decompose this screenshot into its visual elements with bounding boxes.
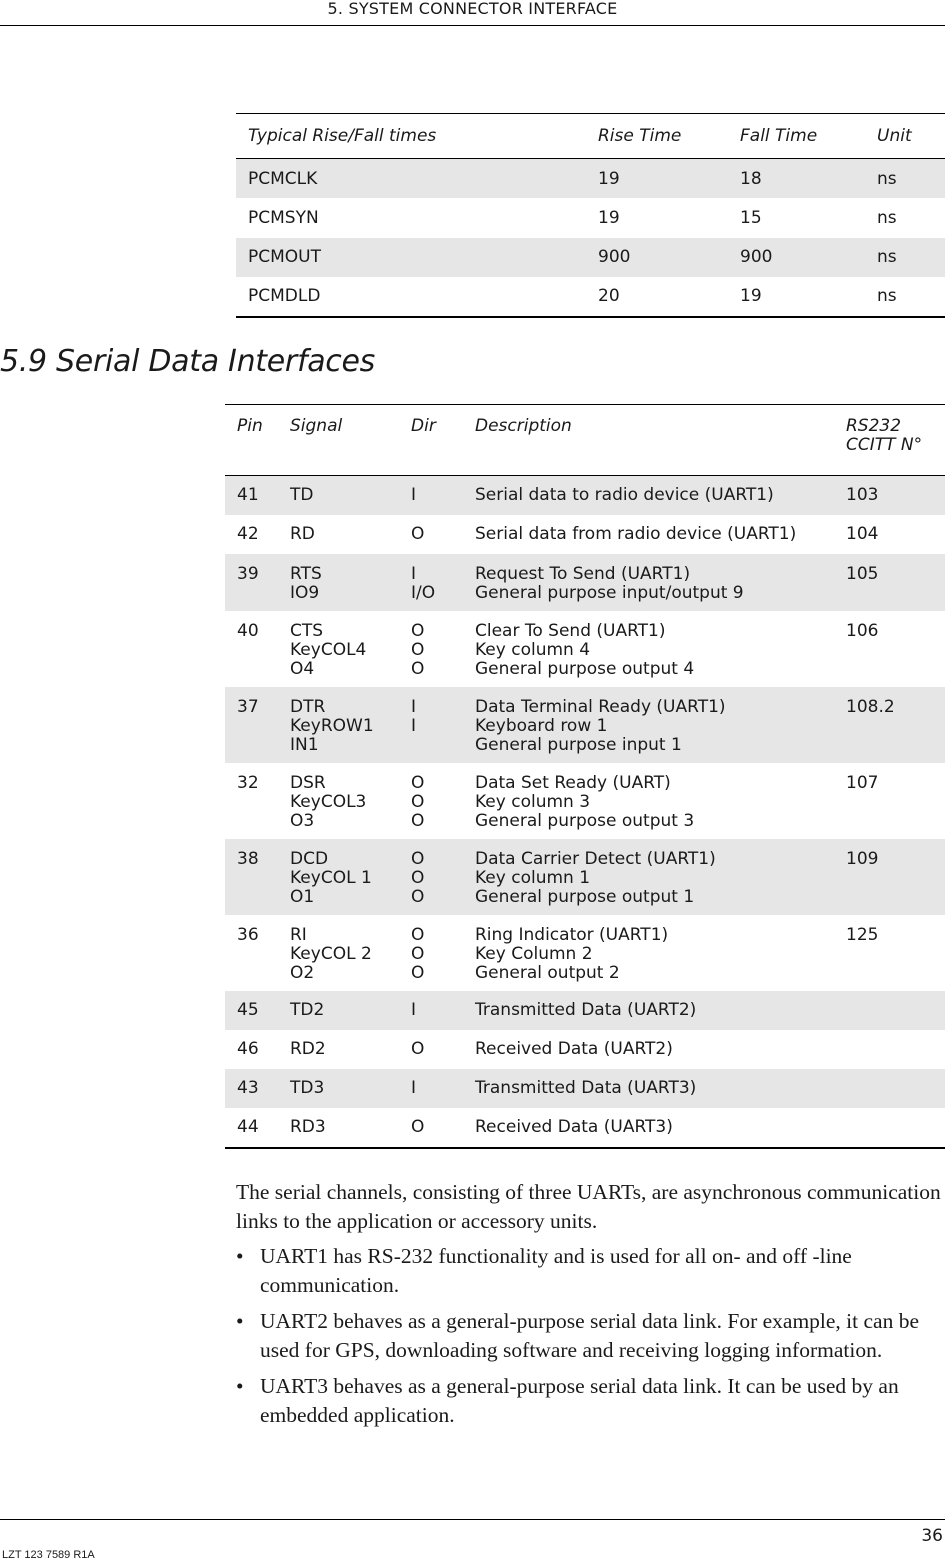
dir-cell [411,1030,475,1069]
description-cell-line: Key column 1 [475,868,591,888]
description-cell [475,991,846,1030]
dir-cell [411,515,475,554]
description-cell [475,611,846,687]
rs232-cell [846,991,945,1030]
column-header: Rise Time [598,114,740,159]
table-row [225,763,945,839]
signal-cell: PCMSYN [248,207,319,228]
signal-cell-line: RD2 [290,1039,326,1059]
dir-cell [411,1108,475,1148]
description-cell-line: Request To Send (UART1) [475,564,691,584]
description-cell [475,515,846,554]
dir-cell-line: I [411,564,417,584]
signal-cell-line: IN1 [290,735,319,755]
description-cell-line: Received Data (UART3) [475,1117,673,1137]
table-row [225,915,945,991]
signal-cell [290,991,411,1030]
column-header-dir: Dir [411,405,475,476]
page-number: 36 [921,1526,943,1546]
column-header: Fall Time [740,114,877,159]
unit-cell: ns [877,247,897,268]
pin-cell: 44 [237,1117,259,1137]
list-item [236,1372,941,1430]
dir-cell-line: O [411,925,425,945]
list-item [236,1307,941,1365]
dir-cell [411,991,475,1030]
dir-cell-line: O [411,887,425,907]
column-header-signal: Signal [290,405,411,476]
description-cell-line: Transmitted Data (UART3) [475,1078,697,1098]
signal-cell: PCMCLK [248,168,318,189]
dir-cell [411,687,475,763]
signal-cell [290,763,411,839]
footer-divider [0,1519,945,1520]
rs232-cell [846,1108,945,1148]
table-header-row [225,405,945,476]
signal-cell-line: O3 [290,811,315,831]
table-row [225,1108,945,1148]
pin-cell: 43 [237,1078,259,1098]
signal-cell-line: TD3 [290,1078,325,1098]
table-row [236,238,945,278]
column-header-description: Description [475,405,846,476]
signal-cell-line: O1 [290,887,315,907]
table-row [225,1030,945,1069]
description-cell-line: Serial data to radio device (UART1) [475,485,774,505]
rs232-cell [846,1069,945,1108]
signal-cell-line: KeyCOL3 [290,792,367,812]
bullet-text: UART3 behaves as a general-purpose serial data link. It can be used by an embedded application. [260,1374,899,1427]
unit-cell: ns [877,168,897,189]
signal-cell [290,554,411,611]
signal-cell-line: RD [290,524,315,544]
description-cell-line: General purpose output 3 [475,811,695,831]
pin-cell: 39 [237,564,259,584]
description-cell-line: General output 2 [475,963,620,983]
signal-cell: PCMOUT [248,247,321,268]
rs232-cell: 109 [846,849,879,869]
signal-cell-line: DCD [290,849,329,869]
rs232-cell: 107 [846,773,879,793]
dir-cell [411,476,475,516]
signal-cell-line: O2 [290,963,315,983]
dir-cell-line: O [411,621,425,641]
description-cell-line: Received Data (UART2) [475,1039,673,1059]
table-row [225,687,945,763]
pin-cell: 32 [237,773,259,793]
pin-cell: 41 [237,485,259,505]
signal-cell-line: TD2 [290,1000,325,1020]
description-cell-line: Serial data from radio device (UART1) [475,524,797,544]
description-cell-line: Clear To Send (UART1) [475,621,666,641]
pin-cell: 38 [237,849,259,869]
bullet-text: UART2 behaves as a general-purpose serial data link. For example, it can be used for GPS, downloading software and receiving logging information. [260,1309,920,1362]
header-divider [0,25,945,26]
dir-cell-line: O [411,944,425,964]
dir-cell [411,554,475,611]
dir-cell-line [411,736,475,755]
dir-cell-line: O [411,811,425,831]
rs232-cell [846,1030,945,1069]
dir-cell-line: I [411,485,417,505]
pin-cell: 42 [237,524,259,544]
rise-time-cell: 20 [598,286,620,307]
dir-cell-line: O [411,1117,425,1137]
signal-cell [290,839,411,915]
signal-cell-line: CTS [290,621,324,641]
table-row [225,611,945,687]
column-header-rs232 [846,405,945,476]
dir-cell-line: O [411,640,425,660]
rs232-cell: 108.2 [846,697,895,717]
dir-cell-line: O [411,792,425,812]
description-cell-line: Keyboard row 1 [475,716,608,736]
document-id: LZT 123 7589 R1A [2,1549,95,1561]
signal-cell [290,611,411,687]
description-cell [475,476,846,516]
signal-cell [290,1069,411,1108]
rs232-cell: 106 [846,621,879,641]
signal-cell-line: DSR [290,773,326,793]
intro-paragraph: The serial channels, consisting of three UARTs, are asynchronous communication links to the application or accessory units. [236,1180,941,1233]
fall-time-cell: 19 [740,286,762,307]
signal-cell [290,515,411,554]
unit-cell: ns [877,207,897,228]
dir-cell [411,611,475,687]
signal-cell-line: DTR [290,697,326,717]
column-header: Unit [877,114,945,159]
pin-cell: 36 [237,925,259,945]
dir-cell-line: I [411,1078,417,1098]
signal-cell-line: KeyCOL 2 [290,944,372,964]
dir-cell-line: O [411,659,425,679]
table-row [236,277,945,317]
dir-cell [411,763,475,839]
dir-cell [411,1069,475,1108]
description-cell-line: Key Column 2 [475,944,593,964]
rise-time-cell: 19 [598,207,620,228]
rs232-header-line: RS232 [846,416,902,436]
description-cell [475,1108,846,1148]
signal-cell: PCMDLD [248,286,321,307]
description-cell-line: General purpose output 4 [475,659,695,679]
dir-cell [411,839,475,915]
description-cell [475,839,846,915]
signal-cell-line: IO9 [290,583,320,603]
description-cell-line: Data Terminal Ready (UART1) [475,697,726,717]
pin-cell: 40 [237,621,259,641]
signal-cell-line: TD [290,485,314,505]
section-heading: 5.9 Serial Data Interfaces [0,344,375,379]
table-row [236,198,945,238]
bullet-symbol: • [236,1374,244,1398]
signal-cell [290,687,411,763]
table-header-row [236,114,945,159]
description-cell-line: Transmitted Data (UART2) [475,1000,697,1020]
dir-cell-line: O [411,849,425,869]
dir-cell [411,915,475,991]
description-cell [475,1069,846,1108]
description-cell [475,554,846,611]
ccitt-header-line: CCITT N° [846,435,923,455]
signal-cell [290,1108,411,1148]
dir-cell-line: I [411,1000,417,1020]
rs232-cell: 105 [846,564,879,584]
table-row [225,554,945,611]
bullet-symbol: • [236,1244,244,1268]
serial-table-body [225,476,945,1149]
table-row [225,991,945,1030]
signal-cell-line: KeyCOL4 [290,640,367,660]
description-cell-line: General purpose input/output 9 [475,583,744,603]
signal-cell [290,1030,411,1069]
table-row [236,159,945,199]
rs232-cell: 103 [846,485,879,505]
dir-cell-line: O [411,1039,425,1059]
pin-cell: 45 [237,1000,259,1020]
table-row [225,1069,945,1108]
column-header: Typical Rise/Fall times [236,114,598,159]
description-cell [475,763,846,839]
description-cell-line: Data Set Ready (UART) [475,773,671,793]
description-cell-line: Data Carrier Detect (UART1) [475,849,716,869]
rise-time-cell: 900 [598,247,631,268]
description-cell [475,687,846,763]
signal-cell-line: KeyCOL 1 [290,868,372,888]
table-row [225,476,945,516]
dir-cell-line: O [411,524,425,544]
signal-cell [290,915,411,991]
rs232-cell: 125 [846,925,879,945]
dir-cell-line: O [411,963,425,983]
bullet-symbol: • [236,1309,244,1333]
description-cell [475,1030,846,1069]
table-row [225,515,945,554]
signal-cell-line: RD3 [290,1117,326,1137]
page-header-title: 5. SYSTEM CONNECTOR INTERFACE [327,0,618,18]
rise-fall-times-table [236,113,945,318]
list-item [236,1242,941,1300]
pin-cell: 46 [237,1039,259,1059]
uart-bullet-list [236,1242,941,1437]
column-header-pin: Pin [225,405,290,476]
rise-time-cell: 19 [598,168,620,189]
dir-cell-line: O [411,868,425,888]
fall-time-cell: 18 [740,168,762,189]
signal-cell-line: RTS [290,564,322,584]
dir-cell-line: I [411,716,417,736]
fall-time-cell: 900 [740,247,773,268]
unit-cell: ns [877,286,897,307]
bullet-text: UART1 has RS-232 functionality and is used for all on- and off -line communication. [260,1244,852,1297]
description-cell-line: General purpose output 1 [475,887,695,907]
description-cell-line: General purpose input 1 [475,735,682,755]
signal-cell-line: O4 [290,659,315,679]
description-cell-line: Key column 3 [475,792,591,812]
signal-cell-line: KeyROW1 [290,716,374,736]
description-cell [475,915,846,991]
pin-cell: 37 [237,697,259,717]
serial-data-interfaces-table [225,404,945,1149]
signal-cell-line: RI [290,925,307,945]
dir-cell-line: I/O [411,583,436,603]
dir-cell-line: I [411,697,417,717]
description-cell-line: Key column 4 [475,640,591,660]
fall-time-cell: 15 [740,207,762,228]
table-row [225,839,945,915]
signal-cell [290,476,411,516]
description-cell-line: Ring Indicator (UART1) [475,925,669,945]
rs232-cell: 104 [846,524,879,544]
dir-cell-line: O [411,773,425,793]
